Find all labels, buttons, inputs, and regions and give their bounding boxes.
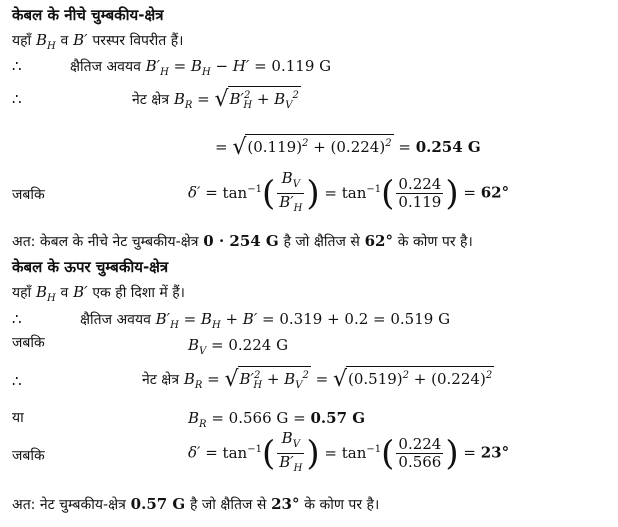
label-net-field: नेट क्षेत्र	[142, 372, 180, 388]
text-opposite: परस्पर विपरीत हैं।	[92, 33, 184, 49]
below-horizontal-eq: क्षैतिज अवयव $B'_H = B_H - H' = 0.119$ G	[70, 57, 332, 78]
below-net-eq: नेट क्षेत्र $B_R = √B'^2_H + B_V^2$	[132, 86, 301, 115]
frac-denominator: 0.566	[398, 453, 442, 471]
label-horizontal-component: क्षैतिज अवयव	[70, 59, 141, 75]
frac-numerator: 0.224	[398, 175, 442, 193]
value-horizontal: 0.319 + 0.2 = 0.519 G	[279, 310, 451, 328]
label-net-field: नेट क्षेत्र	[132, 92, 170, 108]
conclusion-text-3: के कोण पर है।	[397, 234, 473, 250]
label-or: या	[12, 410, 24, 426]
heading-below: केबल के नीचे चुम्बकीय-क्षेत्र	[12, 6, 164, 24]
below-conclusion	[12, 232, 473, 251]
therefore-2: ∴	[12, 90, 22, 108]
conclusion-angle: 23°	[271, 495, 300, 513]
conclusion-text: अत: केबल के नीचे नेट चुम्बकीय-क्षेत्र	[12, 234, 199, 250]
heading-above: केबल के ऊपर चुम्बकीय-क्षेत्र	[12, 258, 169, 276]
label-horizontal-component: क्षैतिज अवयव	[80, 312, 151, 328]
label-whereas-1: जबकि	[12, 187, 45, 203]
above-conclusion	[12, 495, 379, 514]
label-whereas-3: जबकि	[12, 448, 45, 464]
below-angle-eq: $\delta' = \tan^{-1}$( $\frac{B_V}{B'_H}$ ) = $\tan^{-1}$( $\frac{0.224}{0.119}$ ) = 62°	[188, 170, 509, 217]
therefore-1: ∴	[12, 57, 22, 75]
conclusion-value: 0.57 G	[130, 495, 186, 513]
num-0-224: 0.224	[437, 370, 480, 388]
value-net-field: 0.254 G	[415, 138, 481, 156]
frac-denominator: 0.119	[398, 193, 442, 211]
conclusion-text-2: है जो क्षैतिज से	[190, 497, 267, 513]
value-br-rounded: 0.57 G	[310, 409, 366, 427]
above-br-eq: $B_R = 0.566$ G = 0.57 G	[188, 409, 366, 430]
conclusion-value: 0 · 254 G	[203, 232, 279, 250]
text-and: व	[60, 285, 69, 301]
frac-numerator: 0.224	[398, 435, 442, 453]
above-angle-eq: $\delta' = \tan^{-1}$( $\frac{B_V}{B'_H}$ ) = $\tan^{-1}$( $\frac{0.224}{0.566}$ ) = 23°	[188, 430, 509, 477]
above-line-1: यहाँ $B_H$ व B′ एक ही दिशा में हैं।	[12, 283, 185, 304]
therefore-4: ∴	[12, 372, 22, 390]
label-whereas-2: जबकि	[12, 335, 45, 351]
value-angle: 23°	[480, 443, 510, 462]
above-bv-eq: $B_V = 0.224$ G	[188, 336, 289, 357]
text-and: व	[60, 33, 69, 49]
above-net-eq: नेट क्षेत्र $B_R = √B'^2_H + B_V^2 = √(0.519)^2 + (0.224)^2$	[142, 366, 494, 395]
conclusion-angle: 62°	[364, 232, 393, 250]
conclusion-text-2: है जो क्षैतिज से	[283, 234, 360, 250]
above-horizontal-eq: क्षैतिज अवयव $B'_H = B_H + B' = 0.319 + 0.2 = 0.519$ G	[80, 310, 451, 331]
below-line-1: यहाँ $B_H$ व B′ परस्पर विपरीत हैं।	[12, 31, 184, 52]
text-here: यहाँ	[12, 33, 32, 49]
num-0-224: 0.224	[336, 138, 380, 156]
num-0-119: 0.119	[253, 138, 297, 156]
num-0-519: 0.519	[353, 370, 397, 388]
conclusion-text-3: के कोण पर है।	[304, 497, 380, 513]
below-net-eq-2: = $√(0.119)^2 + (0.224)^2 = 0.254$ G	[215, 135, 481, 160]
value-horizontal: 0.119 G	[271, 57, 332, 75]
text-here: यहाँ	[12, 285, 32, 301]
value-bv: 0.224 G	[228, 336, 289, 354]
value-br: 0.566 G	[228, 409, 289, 427]
text-same-direction: एक ही दिशा में हैं।	[92, 285, 185, 301]
conclusion-text: अत: नेट चुम्बकीय-क्षेत्र	[12, 497, 126, 513]
therefore-3: ∴	[12, 310, 22, 328]
value-angle: 62°	[480, 183, 510, 202]
